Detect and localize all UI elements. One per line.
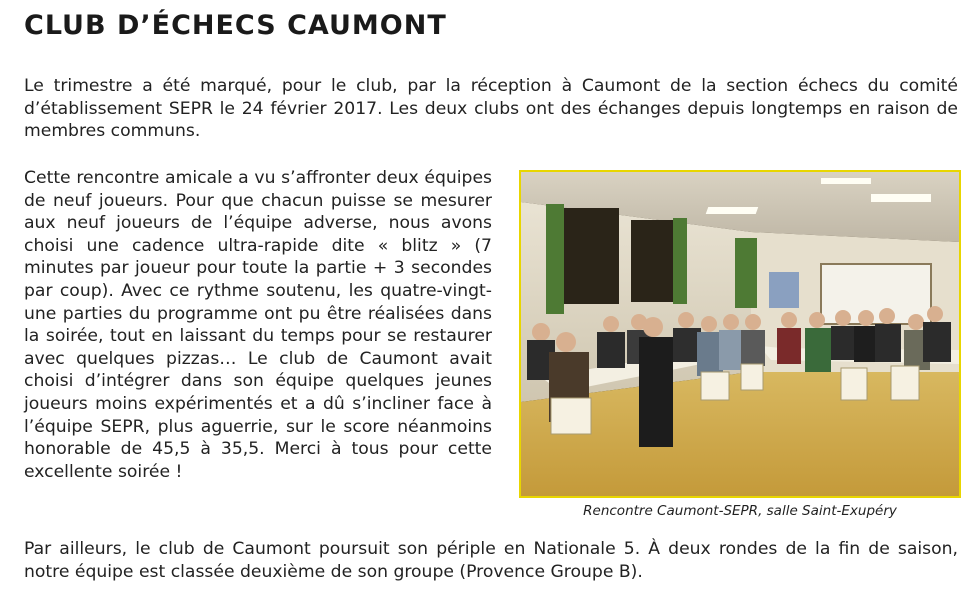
article-title: CLUB D’ÉCHECS CAUMONT [24,10,447,41]
event-photo-illustration [521,172,959,496]
closing-paragraph: Par ailleurs, le club de Caumont poursuit son périple en Nationale 5. À deux rondes de la fin de saison, notre équipe est classée deuxième de son groupe (Provence Groupe B). [24,539,958,582]
body-paragraph: Cette rencontre amicale a vu s’affronter deux équipes de neuf joueurs. Pour que chacun puisse se mesurer aux neuf joueurs de l’équipe adverse, nous avons choisi une cadence ultra-rapide dite « blitz » (7 minutes par joueur pour toute la partie + 3 secondes par coup). Avec ce rythme soutenu, les quatre-vingt-une parties du programme ont pu être réalisées dans la soirée, tout en laissant du temps pour se restaurer avec quelques pizzas… Le club de Caumont avait choisi d’intégrer dans son équipe quelques jeunes joueurs moins expérimentés et a dû s’incliner face à l’équipe SEPR, plus aguerrie, sur le score néanmoins honorable de 45,5 à 35,5. Merci à tous pour cette excellente soirée ! [24,168,492,482]
intro-paragraph: Le trimestre a été marqué, pour le club, par la réception à Caumont de la section échecs du comité d’établissement SEPR le 24 février 2017. Les deux clubs ont des échanges depuis longtemps en raison de membres communs. [24,76,958,142]
event-photo [519,170,961,498]
photo-caption: Rencontre Caumont-SEPR, salle Saint-Exupéry [583,503,897,519]
